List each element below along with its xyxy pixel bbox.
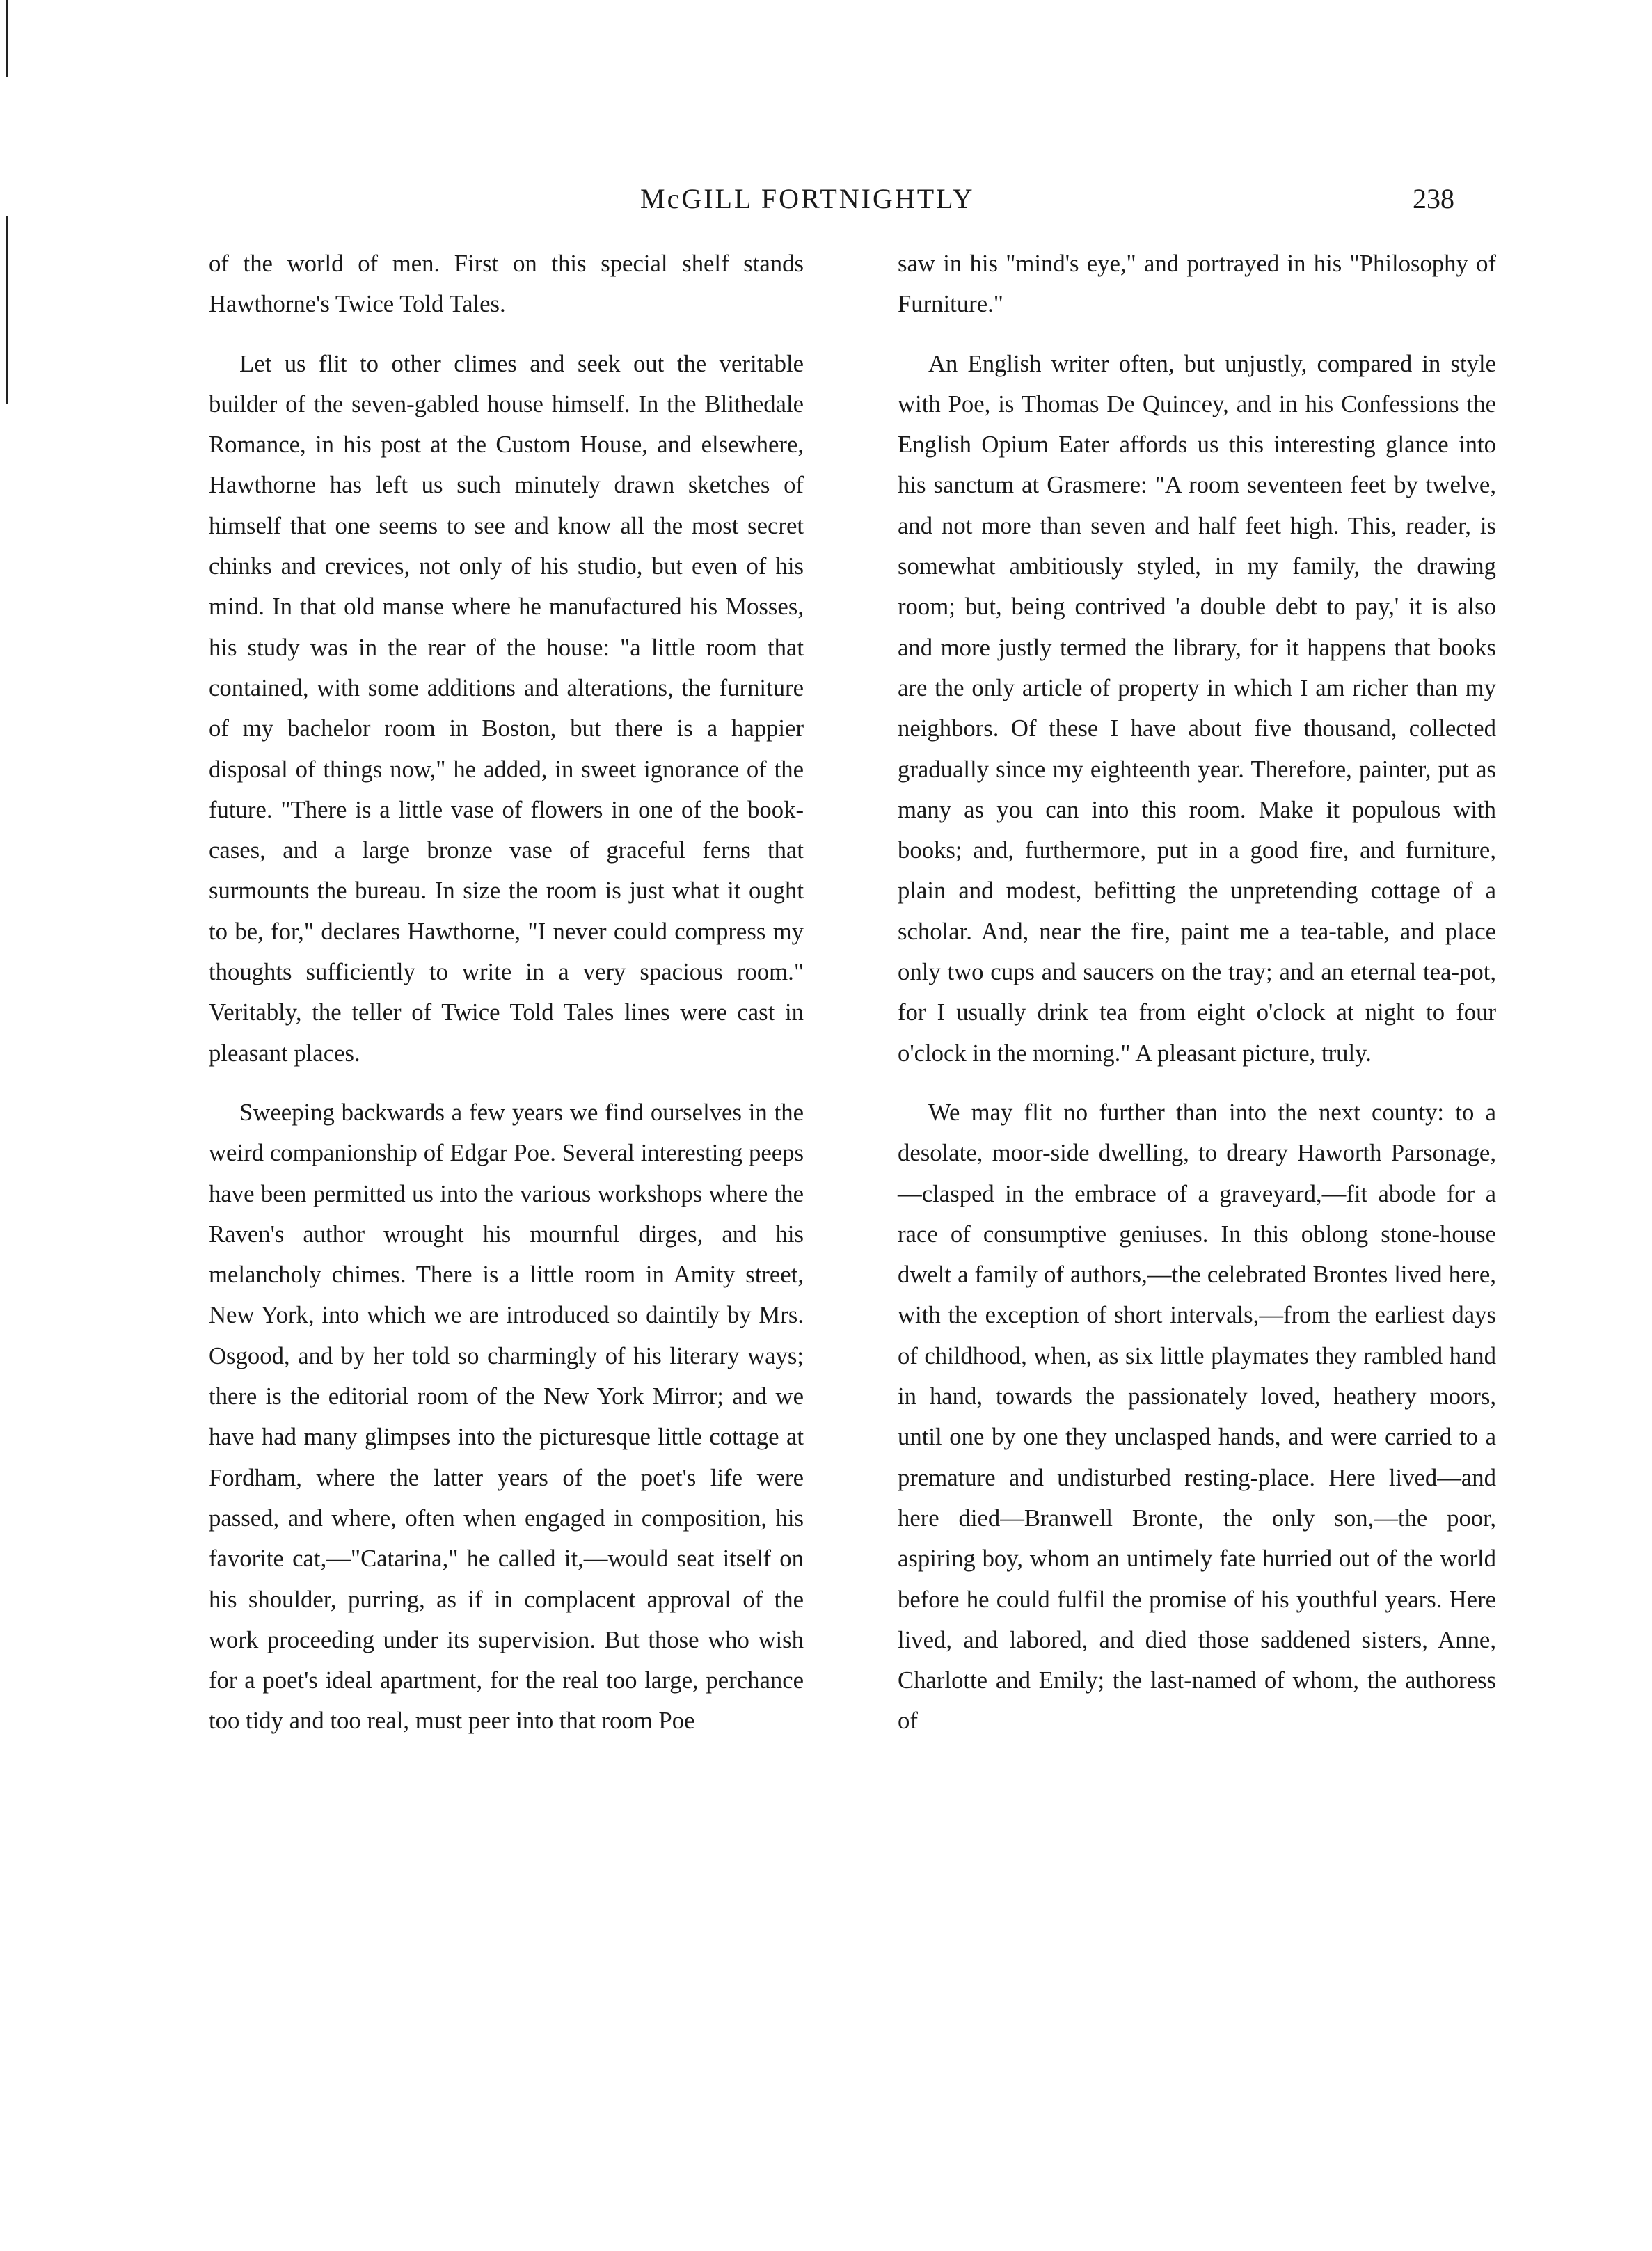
paragraph: Let us flit to other climes and seek out the veritable builder of the seven-gabled house himself. In the Blithedale Romance, in his post at the Custom House, and elsewhere, Hawthorne has left us such minutely drawn sketches of himself that one seems to see and know all the most secret chinks and crevices, not only of his studio, but even of his mind. In that old manse where he manufactured his Mosses, his study was in the rear of the house: "a little room that contained, with some additions and alterations, the furniture of my bachelor room in Boston, but there is a happier disposal of things now," he added, in sweet ignorance of the future. "There is a little vase of flowers in one of the book-cases, and a large bronze vase of graceful ferns that surmounts the bureau. In size the room is just what it ought to be, for," declares Hawthorne, "I never could compress my thoughts sufficiently to write in a very spacious room." Veritably, the teller of Twice Told Tales lines were cast in pleasant places. [209,349,804,1067]
paragraph: of the world of men. First on this special shelf stands Hawthorne's Twice Told Tales. [209,250,804,318]
paragraph: We may flit no further than into the next county: to a desolate, moor-side dwelling, to dreary Haworth Parsonage,—clasped in the embrace of a graveyard,—fit abode for a race of consumptive geniuses. In this oblong stone-house dwelt a family of authors,—the celebrated Brontes lived here, with the exception of short intervals,—from the earliest days of childhood, when, as six little playmates they rambled hand in hand, towards the passionately loved, heathery moors, until one by one they unclasped hands, and were carried to a premature and undisturbed resting-place. Here lived—and here died—Branwell Bronte, the only son,—the poor, aspiring boy, whom an untimely fate hurried out of the world before he could fulfil the promise of his youthful years. Here lived, and labored, and died those saddened sisters, Anne, Charlotte and Emily; the last-named of whom, the authoress of [898,1098,1496,1735]
paragraph: An English writer often, but unjustly, compared in style with Poe, is Thomas De Quincey, and in his Confessions the English Opium Eater affords us this interesting glance into his sanctum at Grasmere: "A room seventeen feet by twelve, and not more than seven and half feet high. This, reader, is somewhat ambitiously styled, in my family, the drawing room; but, being contrived 'a double debt to pay,' it is also and more justly termed the library, for it happens that books are the only article of property in which I am richer than my neighbors. Of these I have about five thousand, collected gradually since my eighteenth year. Therefore, painter, put as many as you can into this room. Make it populous with books; and, furthermore, put in a good fire, and furniture, plain and modest, befitting the unpretending cottage of a scholar. And, near the fire, paint me a tea-table, and place only two cups and saucers on the tray; and an eternal tea-pot, for I usually drink tea from eight o'clock at night to four o'clock in the morning." A pleasant picture, truly. [898,349,1496,1067]
scan-edge-mark [6,0,8,77]
running-header: McGILL FORTNIGHTLY [640,183,975,214]
paragraph: Sweeping backwards a few years we find ourselves in the weird companionship of Edgar Poe. Several interesting peeps have been permitted us into the various workshops where the Raven's author wrought his mournful dirges, and his melancholy chimes. There is a little room in Amity street, New York, into which we are introduced so daintily by Mrs. Osgood, and by her told so charmingly of his literary ways; there is the editorial room of the New York Mirror; and we have had many glimpses into the picturesque little cottage at Fordham, where the latter years of the poet's life were passed, and where, often when engaged in composition, his favorite cat,—"Catarina," he called it,—would seat itself on his shoulder, purring, as if in complacent approval of the work proceeding under its supervision. But those who wish for a poet's ideal apartment, for the real too large, perchance too tidy and too real, must peer into that room Poe [209,1098,804,1735]
paragraph: saw in his "mind's eye," and portrayed in his "Philosophy of Furniture." [898,250,1496,318]
left-column [209,244,804,1760]
page-number: 238 [1413,183,1454,214]
right-column [898,244,1496,1760]
scan-edge-mark [6,216,8,404]
